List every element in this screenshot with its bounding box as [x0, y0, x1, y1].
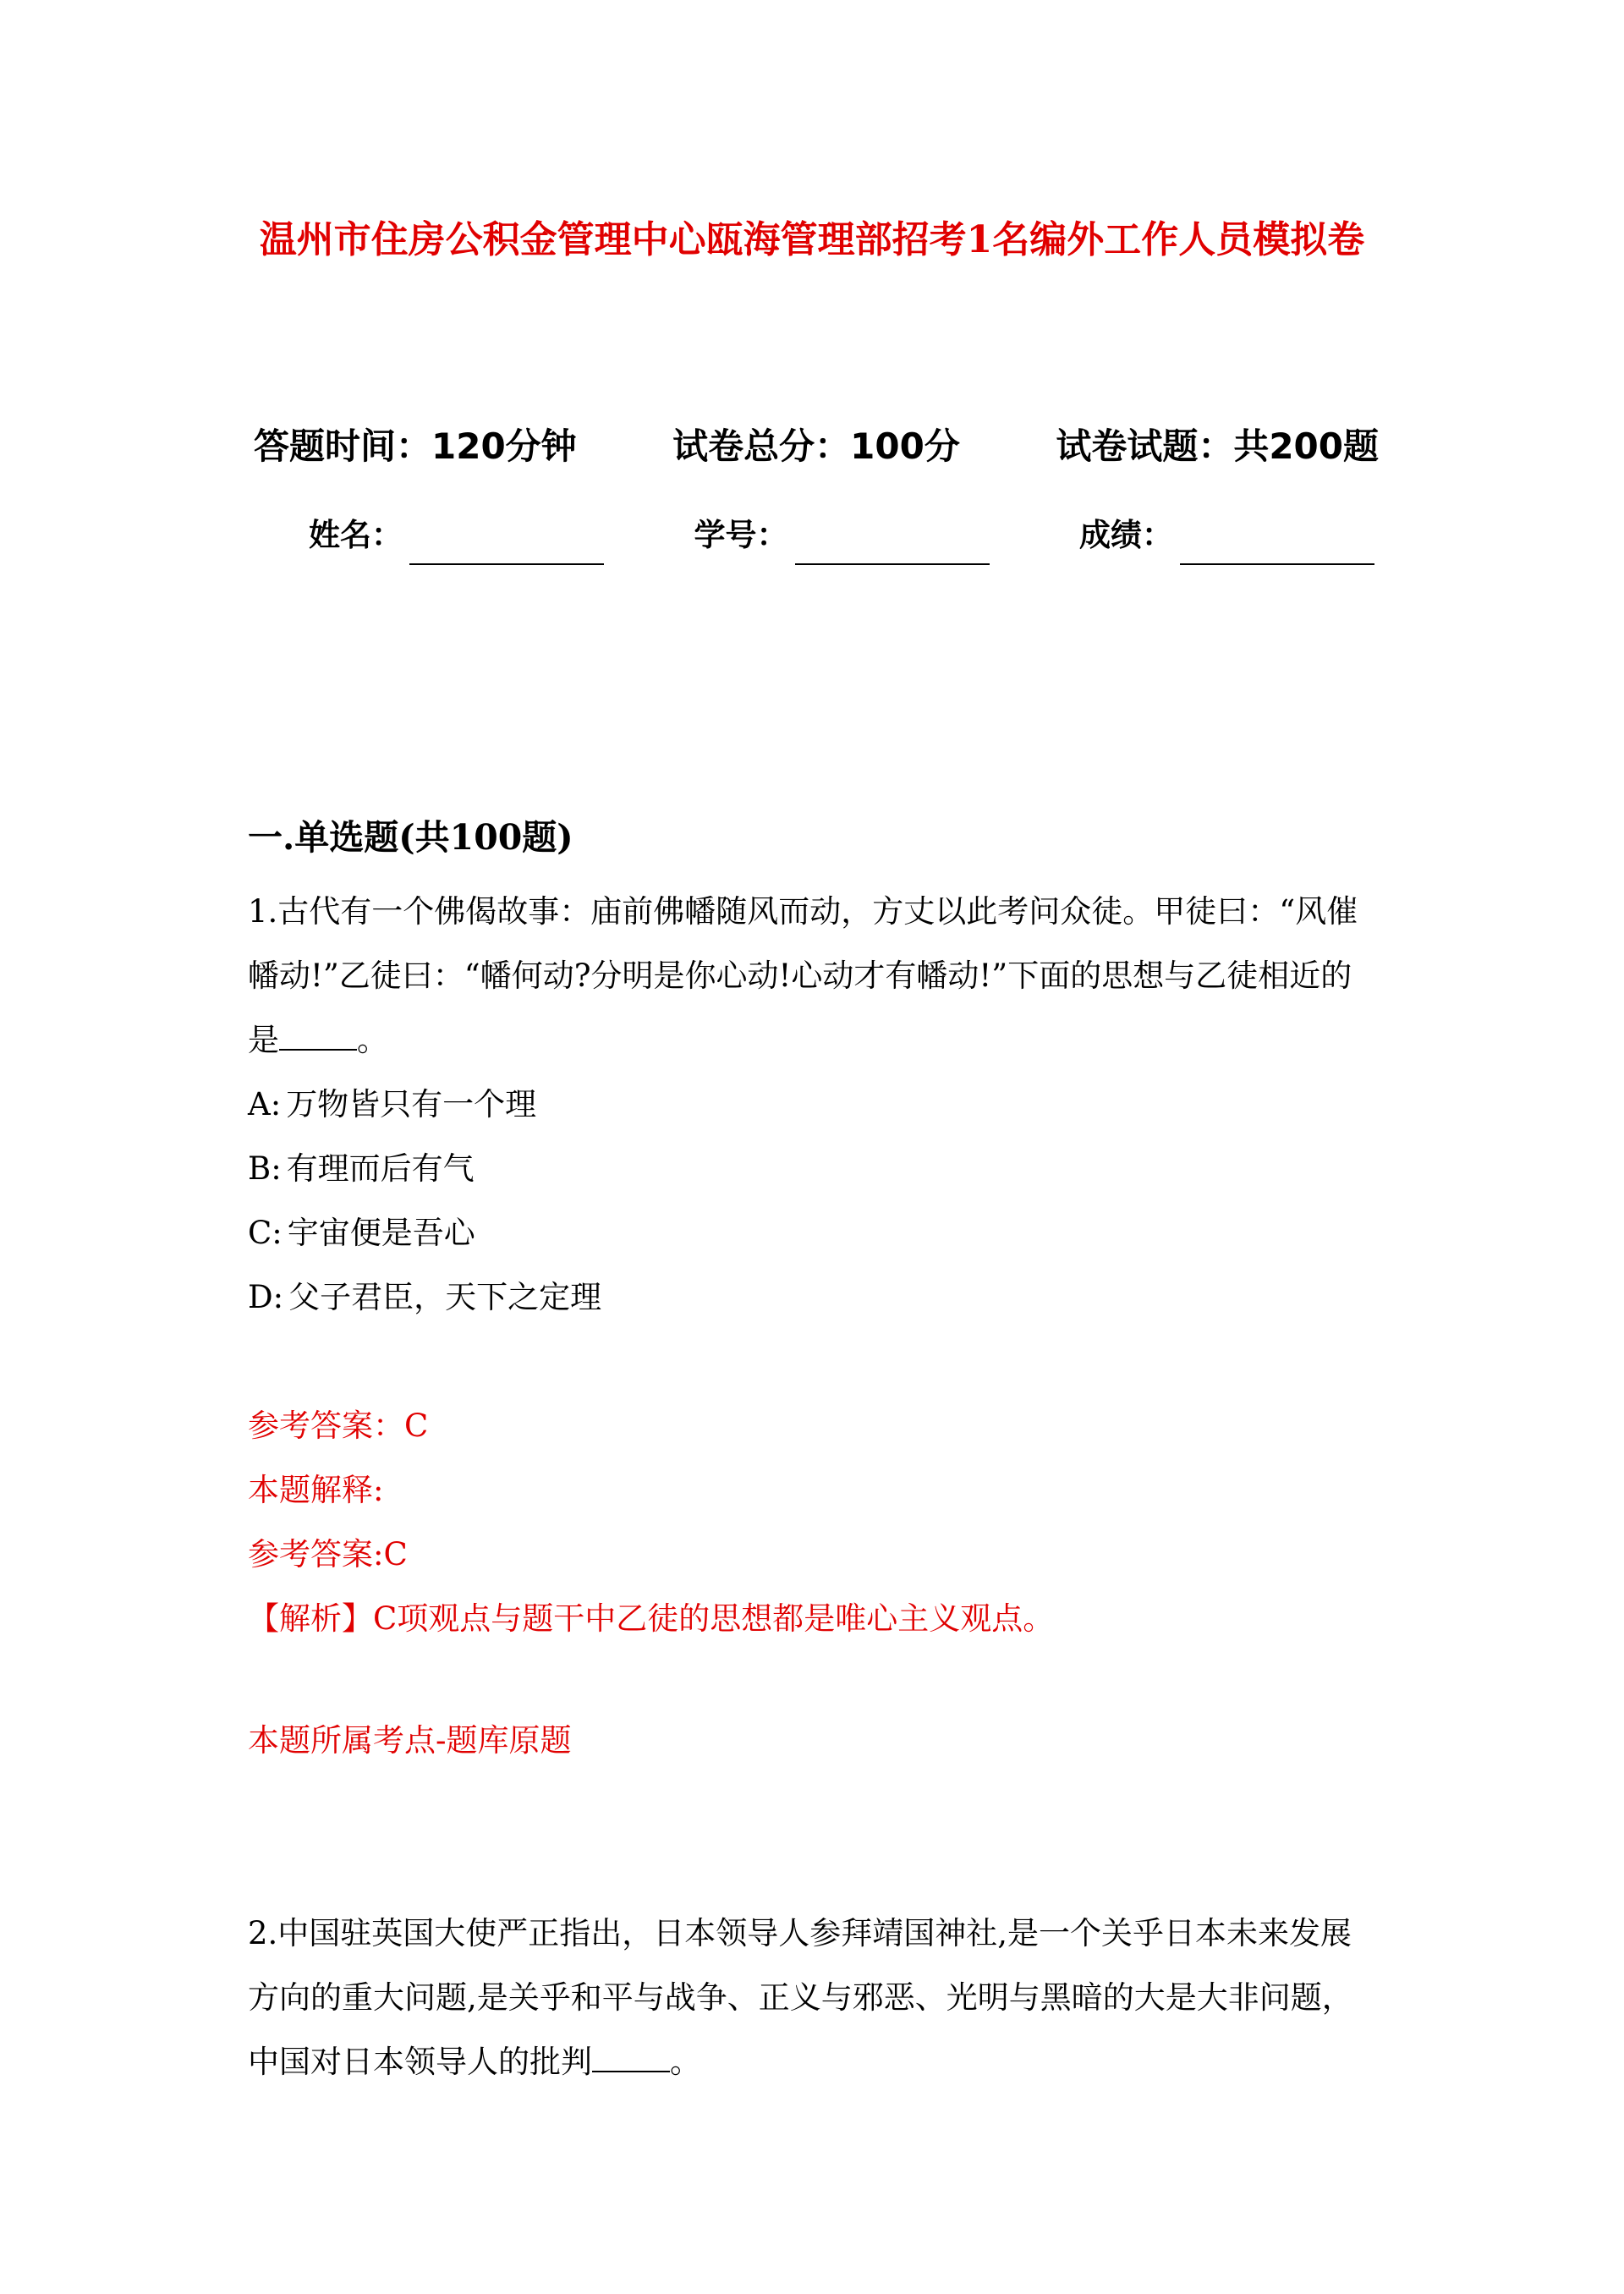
name-label: 姓名：	[309, 517, 403, 553]
reference-answer-repeat: 参考答案:C	[248, 1536, 408, 1572]
student-no-field	[694, 506, 990, 565]
name-field	[309, 506, 604, 565]
question-1-answer-block	[248, 1394, 1381, 1651]
exam-question-count: 试卷试题：共200题	[1056, 425, 1379, 467]
option-d	[248, 1265, 1381, 1330]
question-2-stem	[248, 1902, 1381, 2094]
student-info-fields	[309, 506, 1374, 565]
question-1-text: 1.古代有一个佛偈故事：庙前佛幡随风而动，方丈以此考问众徒。甲徒曰：“风催幡动!”乙徒曰：“幡何动?分明是你心动!心动才有幡动!”下面的思想与乙徒相近的是	[248, 893, 1358, 1058]
option-c	[248, 1201, 1381, 1265]
exam-meta	[254, 416, 1379, 477]
explanation-label: 本题解释:	[248, 1472, 384, 1508]
name-blank-line	[409, 523, 604, 565]
student-no-blank-line	[795, 523, 990, 565]
option-b-letter: B:	[248, 1150, 282, 1187]
question-2-text: 2.中国驻英国大使严正指出，日本领导人参拜靖国神社,是一个关乎日本未来发展方向的重大问题,是关乎和平与战争、正义与邪恶、光明与黑暗的大是大非问题，中国对日本领导人的批判	[248, 1915, 1353, 2080]
question-1-blank	[279, 1024, 357, 1051]
option-c-letter: C:	[248, 1215, 283, 1251]
grade-label: 成绩：	[1079, 517, 1173, 553]
exam-total-score: 试卷总分：100分	[672, 425, 960, 467]
question-2-blank	[592, 2045, 670, 2072]
option-b-text: 有理而后有气	[286, 1150, 475, 1187]
question-1-topic: 本题所属考点-题库原题	[248, 1722, 572, 1759]
option-a-text: 万物皆只有一个理	[286, 1086, 537, 1122]
option-d-text: 父子君臣，天下之定理	[288, 1279, 602, 1315]
question-2-text-end: 。	[670, 2044, 701, 2080]
reference-answer: 参考答案：C	[248, 1408, 429, 1444]
option-c-text: 宇宙便是吾心	[287, 1215, 475, 1251]
document-title: 温州市住房公积金管理中心瓯海管理部招考1名编外工作人员模拟卷	[259, 218, 1365, 261]
exam-time: 答题时间：120分钟	[254, 425, 577, 467]
question-1-text-end: 。	[357, 1022, 388, 1058]
option-d-letter: D:	[248, 1279, 284, 1315]
option-a	[248, 1073, 1381, 1137]
grade-blank-line	[1180, 523, 1374, 565]
option-b	[248, 1137, 1381, 1201]
option-a-letter: A:	[248, 1086, 282, 1122]
question-1-stem	[248, 880, 1381, 1073]
question-1-options	[248, 1073, 1381, 1330]
analysis-text: 【解析】C项观点与题干中乙徒的思想都是唯心主义观点。	[248, 1600, 1055, 1637]
student-no-label: 学号：	[694, 517, 788, 553]
section-title: 一.单选题(共100题)	[248, 817, 573, 858]
grade-field	[1079, 506, 1374, 565]
